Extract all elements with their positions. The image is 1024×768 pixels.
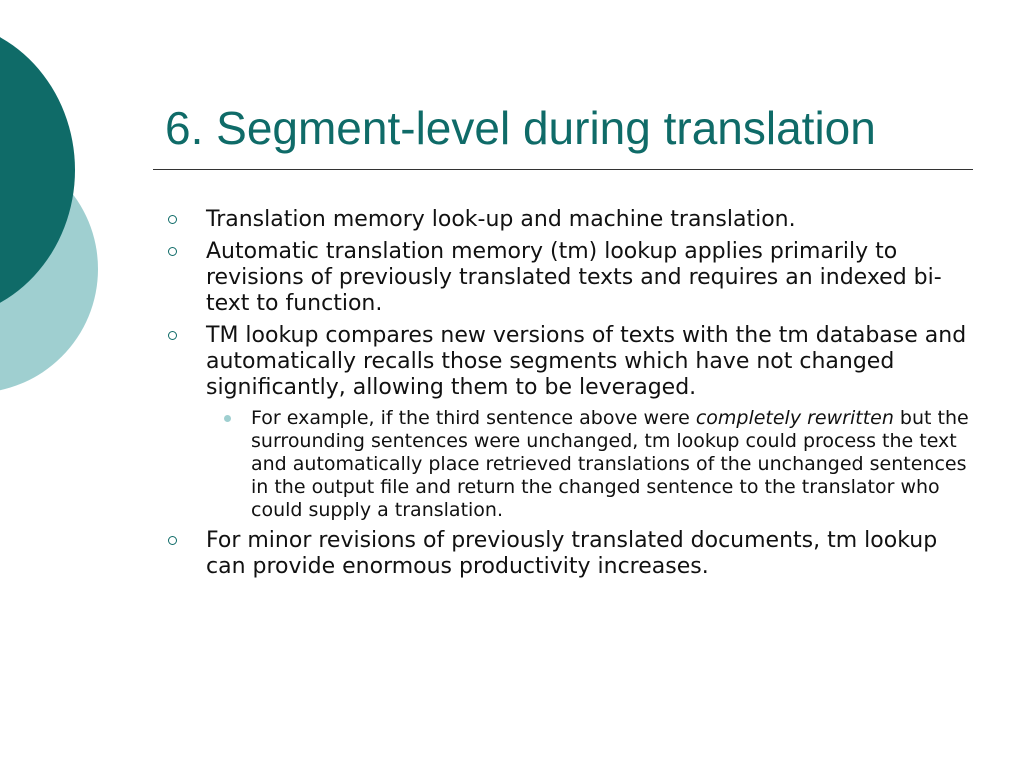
hollow-circle-bullet-icon xyxy=(168,331,177,340)
bullet-text: TM lookup compares new versions of texts with the tm database and automatically recalls those segments which have not changed significantly, allowing them to be leveraged. xyxy=(206,323,967,400)
title-divider xyxy=(153,169,973,170)
bullet-text: For minor revisions of previously translated documents, tm lookup can provide enormous productivity increases. xyxy=(206,528,938,579)
bullet-item xyxy=(168,239,978,317)
slide-body xyxy=(168,207,978,586)
bullet-text: Automatic translation memory (tm) lookup applies primarily to revisions of previously translated texts and requires an indexed bi-text to function. xyxy=(206,239,942,316)
sub-bullet-item xyxy=(251,407,978,522)
bullet-item xyxy=(168,528,978,580)
filled-dot-bullet-icon xyxy=(224,415,231,422)
bullet-item xyxy=(168,323,978,401)
hollow-circle-bullet-icon xyxy=(168,247,177,256)
hollow-circle-bullet-icon xyxy=(168,215,177,224)
sub-bullet-text-italic: completely rewritten xyxy=(695,407,894,429)
sub-bullet-text-before: For example, if the third sentence above were xyxy=(251,407,696,429)
slide-title: 6. Segment-level during translation xyxy=(165,102,876,154)
hollow-circle-bullet-icon xyxy=(168,536,177,545)
bullet-item xyxy=(168,207,978,233)
sub-bullet-text-after: but the surrounding sentences were unchanged, tm lookup could process the text and automatically place retrieved translations of the unchanged sentences in the output file and return the changed sentence to the translator who could supply a translation. xyxy=(251,407,969,521)
bullet-text: Translation memory look-up and machine translation. xyxy=(206,207,796,232)
